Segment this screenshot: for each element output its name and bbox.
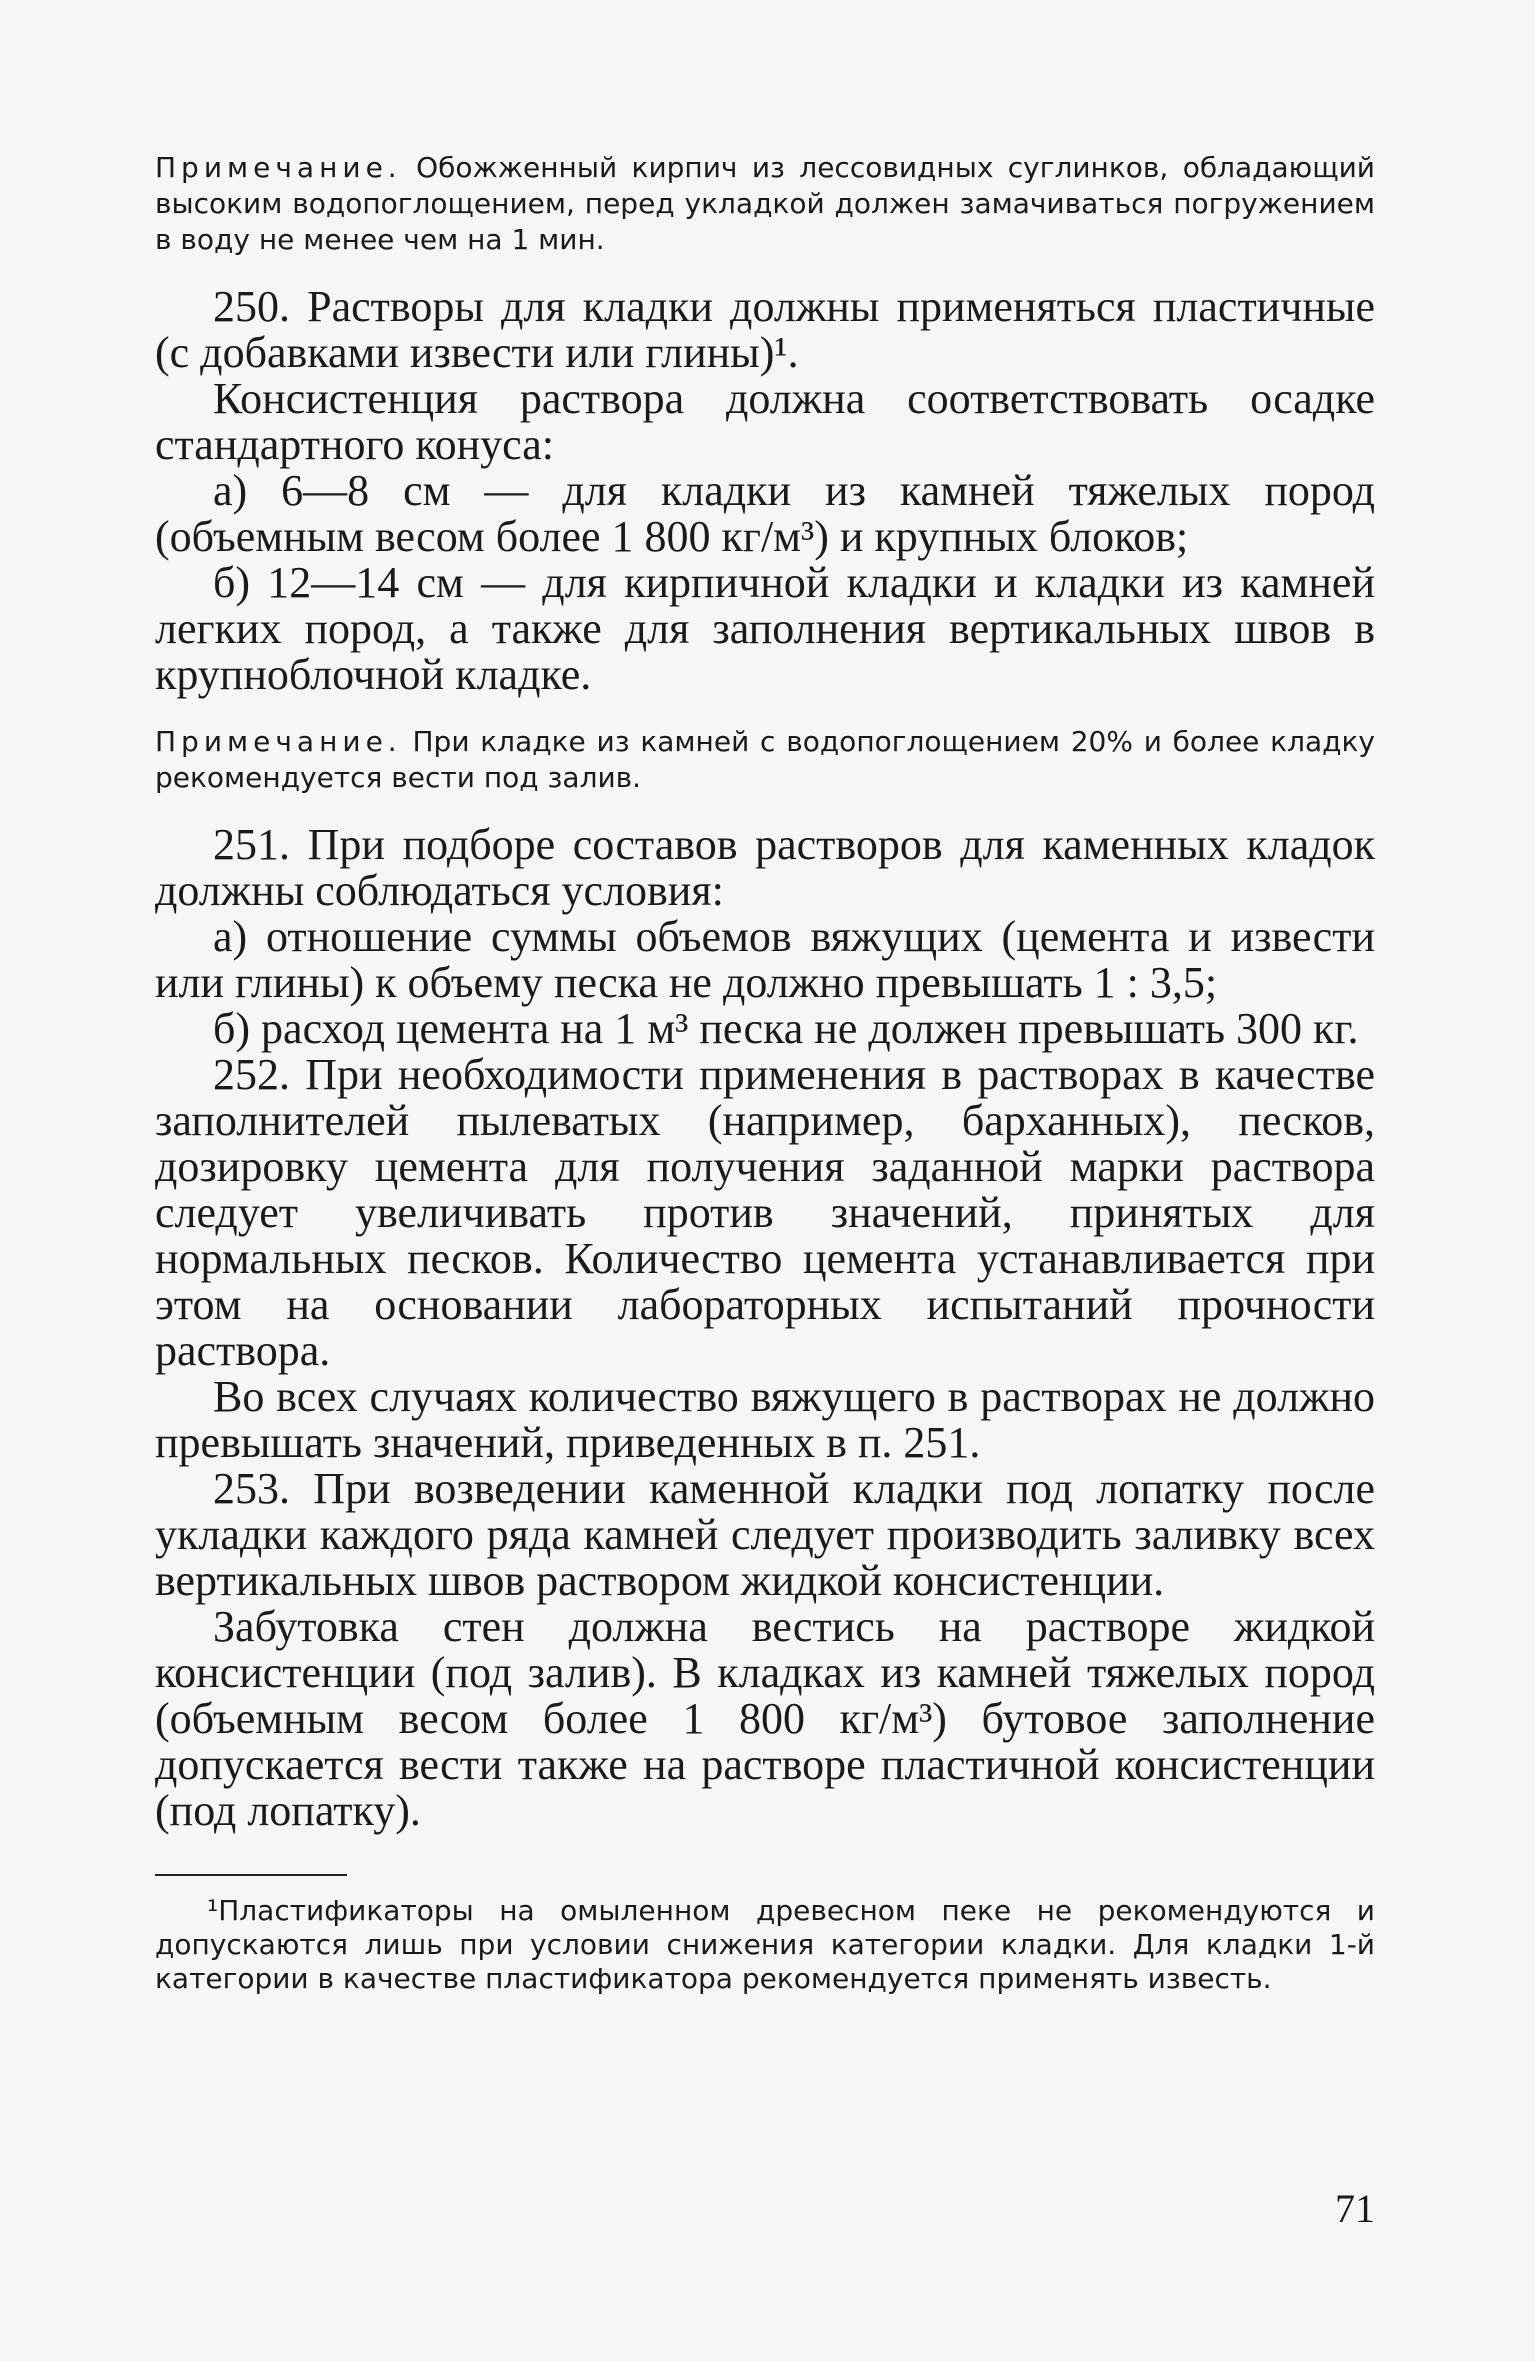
page-number: 71 [1335,2186,1375,2231]
clause-252-cases: Во всех случаях количество вяжущего в растворах не должно превышать значений, приведенных в п. 251. [155,1372,1375,1467]
note-text: При кладке из камней с водопоглощением 20% и более кладку рекомендуется вести под залив. [155,725,1375,794]
clause-250-item-b: б) 12—14 см — для кирпичной кладки и кладки из камней легких пород, а также для заполнения вертикальных швов в крупноблочной кладке. [155,558,1375,699]
clause-250: 250. Растворы для кладки должны применяться пластичные (с добавками извести или глины)¹. [155,282,1375,377]
clause-253: 253. При возведении каменной кладки под лопатку после укладки каждого ряда камней следует производить заливку всех вертикальных швов раствором жидкой консистенции. [155,1464,1375,1605]
clause-251-item-b: б) расход цемента на 1 м³ песка не должен превышать 300 кг. [213,1004,1359,1053]
clause-251: 251. При подборе составов растворов для каменных кладок должны соблюдаться условия: [155,820,1375,915]
footnote-divider [155,1874,347,1876]
note-text: Обожженный кирпич из лессовидных суглинков, обладающий высоким водопоглощением, перед укладкой должен замачиваться погружением в воду не менее чем на 1 мин. [155,151,1375,256]
clause-250-consistency: Консистенция раствора должна соответствовать осадке стандартного конуса: [155,374,1375,469]
footnote-text: Пластификаторы на омыленном древесном пеке не рекомендуются и допускаются лишь при условии снижения категории кладки. Для кладки 1-й категории в качестве пластификатора рекомендуется применять известь. [155,1894,1375,1995]
footnote [155,1894,1375,1996]
note-heading: Примечание. [155,151,402,184]
clause-253-filling: Забутовка стен должна вестись на растворе жидкой консистенции (под залив). В кладках из камней тяжелых пород (объемным весом более 1 800 кг/м³) бутовое заполнение допускается вести также на растворе пластичной консистенции (под лопатку). [155,1602,1375,1835]
clause-251-item-a: а) отношение суммы объемов вяжущих (цемента и извести или глины) к объему песка не должно превышать 1 : 3,5; [155,912,1375,1007]
page-body [155,150,1375,1996]
note-water-absorption [155,724,1375,796]
clause-250-item-a: а) 6—8 см — для кладки из камней тяжелых пород (объемным весом более 1 800 кг/м³) и крупных блоков; [155,466,1375,561]
footnote-mark: ¹ [207,1894,219,1927]
note-brick-soaking [155,150,1375,258]
note-heading: Примечание. [155,725,402,758]
clause-252: 252. При необходимости применения в растворах в качестве заполнителей пылеватых (например, барханных), песков, дозировку цемента для получения заданной марки раствора следует увеличивать против значений, принятых для нормальных песков. Количество цемента устанавливается при этом на основании лабораторных испытаний прочности раствора. [155,1050,1375,1375]
